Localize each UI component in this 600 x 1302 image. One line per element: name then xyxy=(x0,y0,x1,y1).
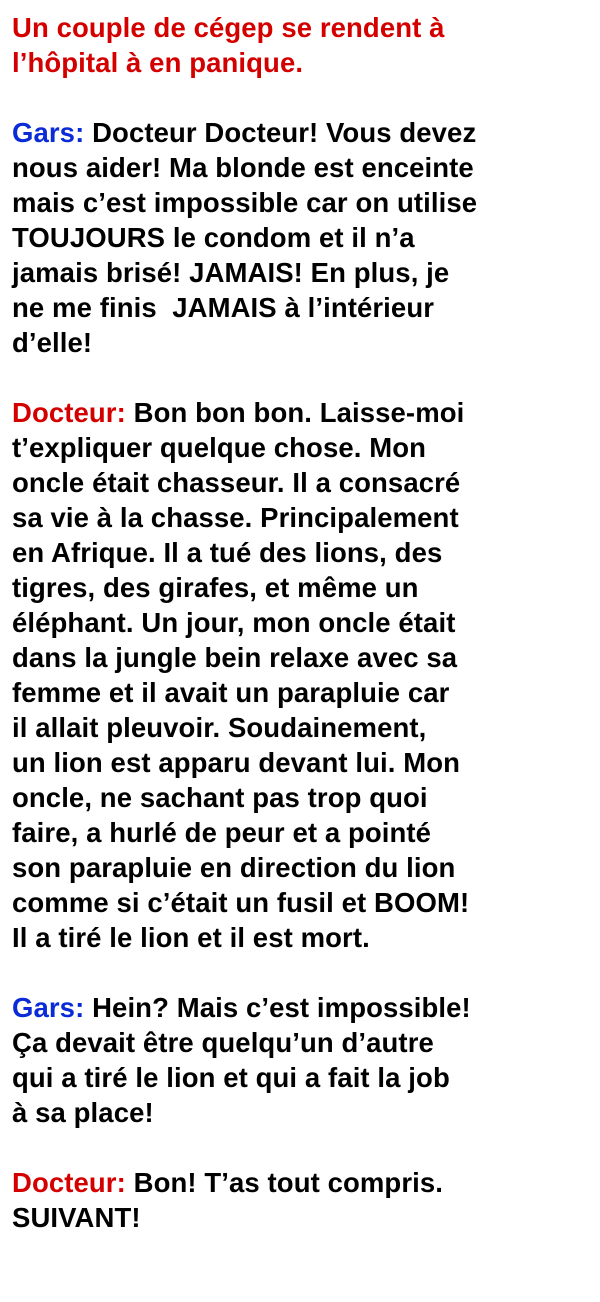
dialogue-text: Docteur Docteur! Vous devez xyxy=(84,117,477,148)
dialogue-docteur-2 xyxy=(12,1165,596,1235)
title-line: Un couple de cégep se rendent à xyxy=(12,12,445,43)
dialogue-line: à sa place! xyxy=(12,1097,154,1128)
dialogue-gars-1 xyxy=(12,115,596,360)
dialogue-line: faire, a hurlé de peur et a pointé xyxy=(12,817,432,848)
dialogue-line: comme si c’était un fusil et BOOM! xyxy=(12,887,470,918)
dialogue-line: t’expliquer quelque chose. Mon xyxy=(12,432,427,463)
dialogue-text: Hein? Mais c’est impossible! xyxy=(84,992,471,1023)
dialogue-line: un lion est apparu devant lui. Mon xyxy=(12,747,461,778)
dialogue-line: dans la jungle bein relaxe avec sa xyxy=(12,642,458,673)
dialogue-line: tigres, des girafes, et même un xyxy=(12,572,419,603)
dialogue-line: mais c’est impossible car on utilise xyxy=(12,187,478,218)
dialogue-line: SUIVANT! xyxy=(12,1202,141,1233)
speaker-label-gars: Gars: xyxy=(12,117,85,148)
dialogue-line: nous aider! Ma blonde est enceinte xyxy=(12,152,474,183)
dialogue-line: il allait pleuvoir. Soudainement, xyxy=(12,712,427,743)
dialogue-line: en Afrique. Il a tué des lions, des xyxy=(12,537,443,568)
dialogue-line: Il a tiré le lion et il est mort. xyxy=(12,922,370,953)
dialogue-line: femme et il avait un parapluie car xyxy=(12,677,450,708)
dialogue-line: éléphant. Un jour, mon oncle était xyxy=(12,607,456,638)
title xyxy=(12,10,596,80)
dialogue-line: sa vie à la chasse. Principalement xyxy=(12,502,459,533)
dialogue-line: oncle, ne sachant pas trop quoi xyxy=(12,782,428,813)
dialogue-text: Bon bon bon. Laisse-moi xyxy=(125,397,465,428)
dialogue-first-line xyxy=(12,395,596,430)
dialogue-line: son parapluie en direction du lion xyxy=(12,852,456,883)
dialogue-line: TOUJOURS le condom et il n’a xyxy=(12,222,415,253)
speaker-label-gars: Gars: xyxy=(12,992,85,1023)
dialogue-first-line xyxy=(12,115,596,150)
dialogue-line: oncle était chasseur. Il a consacré xyxy=(12,467,461,498)
dialogue-line: qui a tiré le lion et qui a fait la job xyxy=(12,1062,450,1093)
title-line: l’hôpital à en panique. xyxy=(12,47,304,78)
dialogue-line: jamais brisé! JAMAIS! En plus, je xyxy=(12,257,450,288)
dialogue-line: ne me finis JAMAIS à l’intérieur xyxy=(12,292,435,323)
speaker-label-docteur: Docteur: xyxy=(12,1167,126,1198)
dialogue-first-line xyxy=(12,990,596,1025)
dialogue-line: Ça devait être quelqu’un d’autre xyxy=(12,1027,434,1058)
dialogue-gars-2 xyxy=(12,990,596,1130)
dialogue-line: d’elle! xyxy=(12,327,93,358)
joke-text xyxy=(12,10,596,1270)
dialogue-first-line xyxy=(12,1165,596,1200)
dialogue-docteur-1 xyxy=(12,395,596,955)
speaker-label-docteur: Docteur: xyxy=(12,397,126,428)
dialogue-text: Bon! T’as tout compris. xyxy=(125,1167,444,1198)
